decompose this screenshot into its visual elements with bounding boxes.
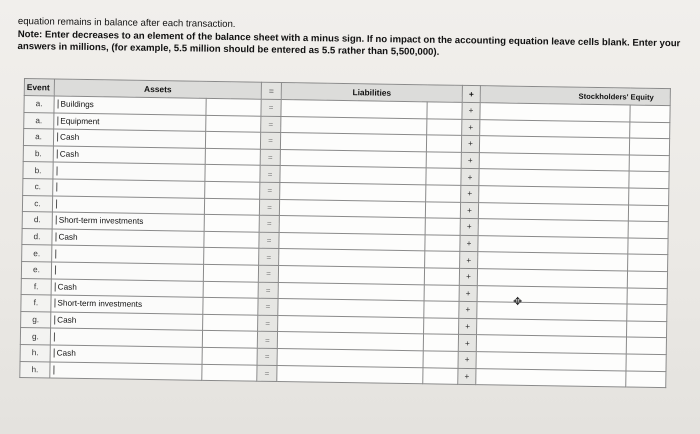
equals-sign: = [258, 265, 278, 282]
equals-sign: = [257, 365, 277, 382]
equals-sign: = [258, 282, 278, 299]
liability-amount-input[interactable] [426, 185, 461, 202]
account-label: Cash [57, 133, 79, 142]
account-label [56, 199, 59, 208]
equity-account-select[interactable] [476, 368, 626, 387]
equity-amount-input[interactable] [628, 238, 668, 255]
asset-amount-input[interactable] [203, 314, 258, 331]
equity-amount-input[interactable] [627, 304, 667, 321]
asset-amount-input[interactable] [206, 115, 261, 132]
liabilities-header: Liabilities [281, 83, 462, 103]
equity-amount-input[interactable] [628, 221, 668, 238]
asset-amount-input[interactable] [205, 132, 260, 149]
liability-amount-input[interactable] [426, 168, 461, 185]
account-label: Cash [55, 282, 77, 291]
event-cell: e. [21, 261, 51, 278]
liability-account-select[interactable] [277, 365, 423, 384]
equity-amount-input[interactable] [626, 354, 666, 371]
equity-amount-input[interactable] [627, 321, 667, 338]
instructions-note: Note: Enter decreases to an element of the balance sheet with a minus sign. If no impact on the accounting equation leave cells blank. Enter your answers in millions, (for example, 5.5 million should be entered as 5.5 rather than 5,500,000). [17, 28, 681, 58]
equals-sign: = [261, 99, 281, 116]
liability-amount-input[interactable] [423, 367, 458, 384]
plus-sign: + [459, 301, 477, 318]
account-label: Equipment [57, 116, 99, 126]
liability-amount-input[interactable] [423, 334, 458, 351]
plus-sign: + [460, 202, 478, 219]
equity-amount-input[interactable] [628, 205, 668, 222]
instructions [17, 16, 687, 63]
event-cell: f. [21, 278, 51, 295]
plus-sign: + [458, 368, 476, 385]
liability-amount-input[interactable] [425, 251, 460, 268]
event-cell: d. [22, 228, 52, 245]
equity-amount-input[interactable] [629, 155, 669, 172]
asset-amount-input[interactable] [203, 264, 258, 281]
assets-header: Assets [54, 79, 261, 99]
liability-amount-input[interactable] [425, 201, 460, 218]
account-label: Short-term investments [56, 216, 144, 226]
equity-amount-input[interactable] [630, 105, 670, 122]
equity-amount-input[interactable] [630, 122, 670, 139]
plus-sign: + [460, 235, 478, 252]
accounting-equation-grid [19, 78, 670, 388]
plus-sign: + [460, 219, 478, 236]
liability-amount-input[interactable] [426, 135, 461, 152]
asset-account-select[interactable] [50, 361, 202, 380]
equity-amount-input[interactable] [629, 138, 669, 155]
equals-sign: = [258, 298, 278, 315]
equity-amount-input[interactable] [627, 271, 667, 288]
event-cell: a. [23, 129, 53, 146]
account-label [53, 365, 56, 374]
asset-amount-input[interactable] [204, 198, 259, 215]
liability-amount-input[interactable] [425, 235, 460, 252]
event-cell: b. [23, 145, 53, 162]
equals-sign: = [257, 348, 277, 365]
account-label: Short-term investments [54, 299, 142, 309]
asset-amount-input[interactable] [202, 364, 257, 381]
equals-sign: = [259, 199, 279, 216]
event-cell: g. [21, 311, 51, 328]
event-cell: a. [24, 96, 54, 113]
event-cell: h. [20, 344, 50, 361]
plus-sign: + [459, 268, 477, 285]
equals-sign: = [258, 315, 278, 332]
plus-sign: + [461, 185, 479, 202]
asset-amount-input[interactable] [205, 148, 260, 165]
plus-header: + [462, 85, 480, 102]
event-cell: a. [24, 112, 54, 129]
equals-sign: = [260, 166, 280, 183]
equals-sign: = [259, 215, 279, 232]
plus-sign: + [462, 119, 480, 136]
account-label [55, 266, 58, 275]
liability-amount-input[interactable] [425, 218, 460, 235]
asset-amount-input[interactable] [204, 215, 259, 232]
equals-sign: = [259, 249, 279, 266]
asset-amount-input[interactable] [205, 181, 260, 198]
equals-sign: = [260, 149, 280, 166]
equals-sign: = [257, 332, 277, 349]
equity-amount-input[interactable] [626, 370, 666, 387]
instructions-line: equation remains in balance after each transaction. [17, 16, 236, 31]
asset-amount-input[interactable] [202, 347, 257, 364]
liability-amount-input[interactable] [423, 351, 458, 368]
account-label: Cash [54, 316, 76, 325]
account-label: Cash [55, 233, 77, 242]
liability-amount-input[interactable] [427, 102, 462, 119]
liability-amount-input[interactable] [426, 152, 461, 169]
liability-amount-input[interactable] [424, 301, 459, 318]
equity-amount-input[interactable] [626, 337, 666, 354]
liability-amount-input[interactable] [427, 118, 462, 135]
plus-sign: + [461, 136, 479, 153]
account-label [54, 332, 57, 341]
account-label: Cash [54, 349, 76, 358]
event-header: Event [24, 79, 54, 96]
event-cell: b. [23, 162, 53, 179]
equity-amount-input[interactable] [629, 171, 669, 188]
asset-amount-input[interactable] [202, 331, 257, 348]
move-cursor-icon: ✥ [513, 296, 523, 308]
asset-amount-input[interactable] [203, 281, 258, 298]
plus-sign: + [458, 335, 476, 352]
event-cell: g. [20, 328, 50, 345]
event-cell: f. [21, 295, 51, 312]
plus-sign: + [459, 285, 477, 302]
equity-header: Stockholders' Equity [480, 86, 670, 106]
equals-sign: = [260, 182, 280, 199]
account-label [56, 166, 59, 175]
plus-sign: + [459, 318, 477, 335]
liability-amount-input[interactable] [424, 318, 459, 335]
plus-sign: + [458, 351, 476, 368]
equals-sign: = [261, 116, 281, 133]
event-cell: c. [22, 195, 52, 212]
asset-amount-input[interactable] [205, 165, 260, 182]
account-label: Cash [57, 150, 79, 159]
equity-amount-input[interactable] [627, 288, 667, 305]
transaction-table [19, 78, 671, 388]
equals-sign: = [260, 132, 280, 149]
plus-sign: + [461, 152, 479, 169]
account-label [56, 183, 59, 192]
asset-amount-input[interactable] [204, 231, 259, 248]
event-cell: c. [23, 178, 53, 195]
asset-amount-input[interactable] [204, 248, 259, 265]
plus-sign: + [461, 169, 479, 186]
account-label: Buildings [58, 100, 94, 110]
equity-amount-input[interactable] [629, 188, 669, 205]
asset-amount-input[interactable] [203, 297, 258, 314]
equals-header: = [261, 82, 281, 99]
liability-amount-input[interactable] [424, 284, 459, 301]
account-label [55, 249, 58, 258]
equals-sign: = [259, 232, 279, 249]
liability-amount-input[interactable] [424, 268, 459, 285]
plus-sign: + [462, 102, 480, 119]
event-cell: h. [20, 361, 50, 378]
equity-amount-input[interactable] [628, 254, 668, 271]
event-cell: d. [22, 212, 52, 229]
plus-sign: + [460, 252, 478, 269]
asset-amount-input[interactable] [206, 98, 261, 115]
event-cell: e. [22, 245, 52, 262]
